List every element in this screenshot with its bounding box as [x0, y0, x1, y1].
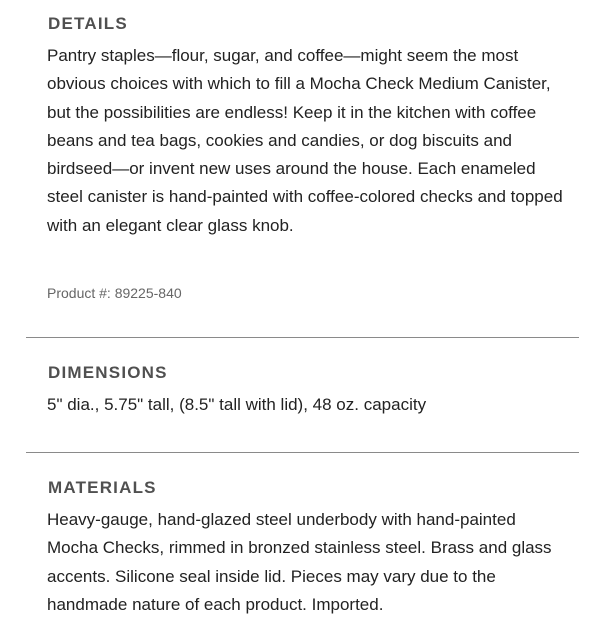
- materials-heading: MATERIALS: [48, 478, 157, 497]
- section-divider: [26, 337, 579, 338]
- materials-description: Heavy-gauge, hand-glazed steel underbody with hand-painted Mocha Checks, rimmed in bronzed stainless steel. Brass and glass accents. Silicone seal inside lid. Pieces may vary due to the handmade nature of each product. Imported.: [47, 510, 552, 614]
- dimensions-heading: DIMENSIONS: [48, 363, 168, 382]
- section-divider: [26, 452, 579, 453]
- details-description: Pantry staples—flour, sugar, and coffee—might seem the most obvious choices with which to fill a Mocha Check Medium Canister, but the possibilities are endless! Keep it in the kitchen with coffee beans and tea bags, cookies and candies, or dog biscuits and birdseed—or invent new uses around the house. Each enameled steel canister is hand-painted with coffee-colored checks and topped with an elegant clear glass knob.: [47, 46, 563, 235]
- details-heading: DETAILS: [48, 14, 128, 33]
- dimensions-text: 5" dia., 5.75" tall, (8.5" tall with lid), 48 oz. capacity: [47, 395, 427, 414]
- product-number: Product #: 89225-840: [47, 285, 182, 301]
